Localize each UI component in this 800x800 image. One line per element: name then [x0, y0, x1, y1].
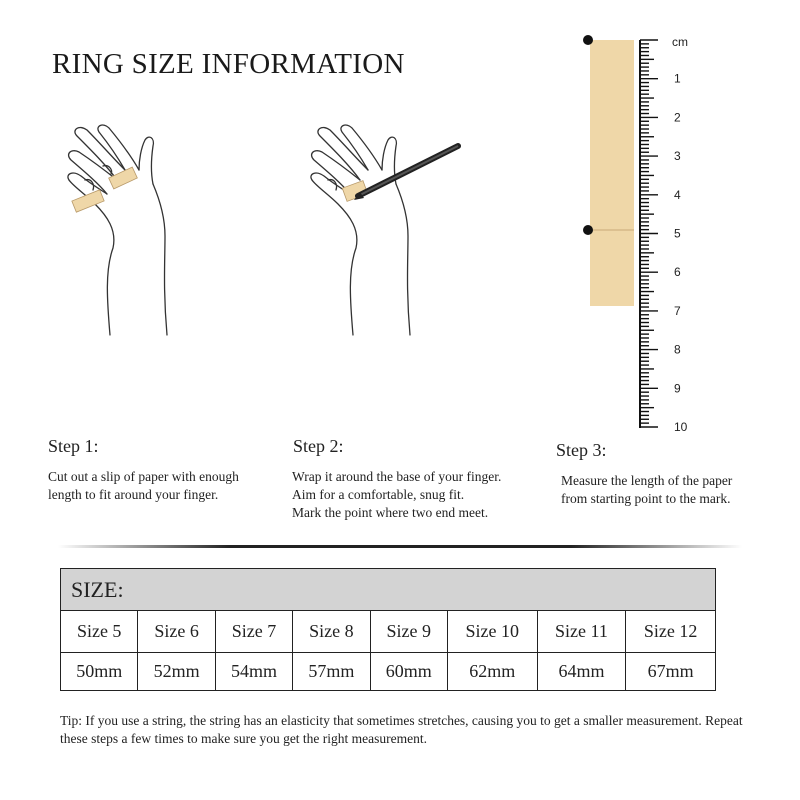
- size-mm-value: 60mm: [370, 653, 447, 691]
- ruler-number: 4: [674, 187, 681, 202]
- size-label: Size 9: [370, 611, 447, 653]
- ruler-number: 2: [674, 110, 681, 125]
- size-mm-value: 57mm: [293, 653, 370, 691]
- size-label: Size 5: [61, 611, 138, 653]
- ruler-unit-label: cm: [672, 35, 688, 49]
- tip-text: Tip: If you use a string, the string has an elasticity that sometimes stretches, causing you to get a smaller measurement. Repeat these steps a few times to make sure you get the right measurement.: [60, 713, 743, 746]
- section-divider: [58, 545, 742, 548]
- size-label: Size 6: [138, 611, 215, 653]
- page-title: RING SIZE INFORMATION: [52, 48, 405, 80]
- size-label: Size 8: [293, 611, 370, 653]
- size-label: Size 12: [626, 611, 716, 653]
- ruler-number: 3: [674, 149, 681, 164]
- size-mm-row: [61, 653, 716, 691]
- size-table: [60, 568, 716, 691]
- step-2-title: Step 2:: [293, 436, 344, 456]
- size-label-row: [61, 611, 716, 653]
- size-table-header: SIZE:: [61, 569, 716, 611]
- size-label: Size 11: [537, 611, 626, 653]
- size-label: Size 10: [447, 611, 537, 653]
- size-mm-value: 50mm: [61, 653, 138, 691]
- size-mm-value: 67mm: [626, 653, 716, 691]
- ruler-number: 10: [674, 420, 688, 434]
- step-3-title: Step 3:: [556, 440, 607, 460]
- mark-point-dot: [583, 225, 593, 235]
- ruler-number: 1: [674, 71, 681, 86]
- ruler-number: 6: [674, 265, 681, 280]
- ruler-number: 8: [674, 342, 681, 357]
- hand-with-paper-strip-illustration: [55, 120, 215, 340]
- step-1-title: Step 1:: [48, 436, 99, 456]
- size-mm-value: 52mm: [138, 653, 215, 691]
- start-point-dot: [583, 35, 593, 45]
- step-1-text: Cut out a slip of paper with enough length to fit around your finger.: [48, 469, 239, 502]
- size-mm-value: 64mm: [537, 653, 626, 691]
- size-mm-value: 54mm: [215, 653, 292, 691]
- ruler-number: 5: [674, 226, 681, 241]
- ruler-number: 7: [674, 303, 681, 318]
- measurement-ruler: [582, 34, 712, 434]
- size-mm-value: 62mm: [447, 653, 537, 691]
- step-3-text: Measure the length of the paper from starting point to the mark.: [561, 473, 733, 506]
- ruler-number: 9: [674, 381, 681, 396]
- step-2-text: Wrap it around the base of your finger. Aim for a comfortable, snug fit. Mark the point where two end meet.: [292, 469, 502, 520]
- hand-marking-with-pen-illustration: [298, 120, 468, 340]
- paper-strip: [590, 40, 634, 306]
- size-label: Size 7: [215, 611, 292, 653]
